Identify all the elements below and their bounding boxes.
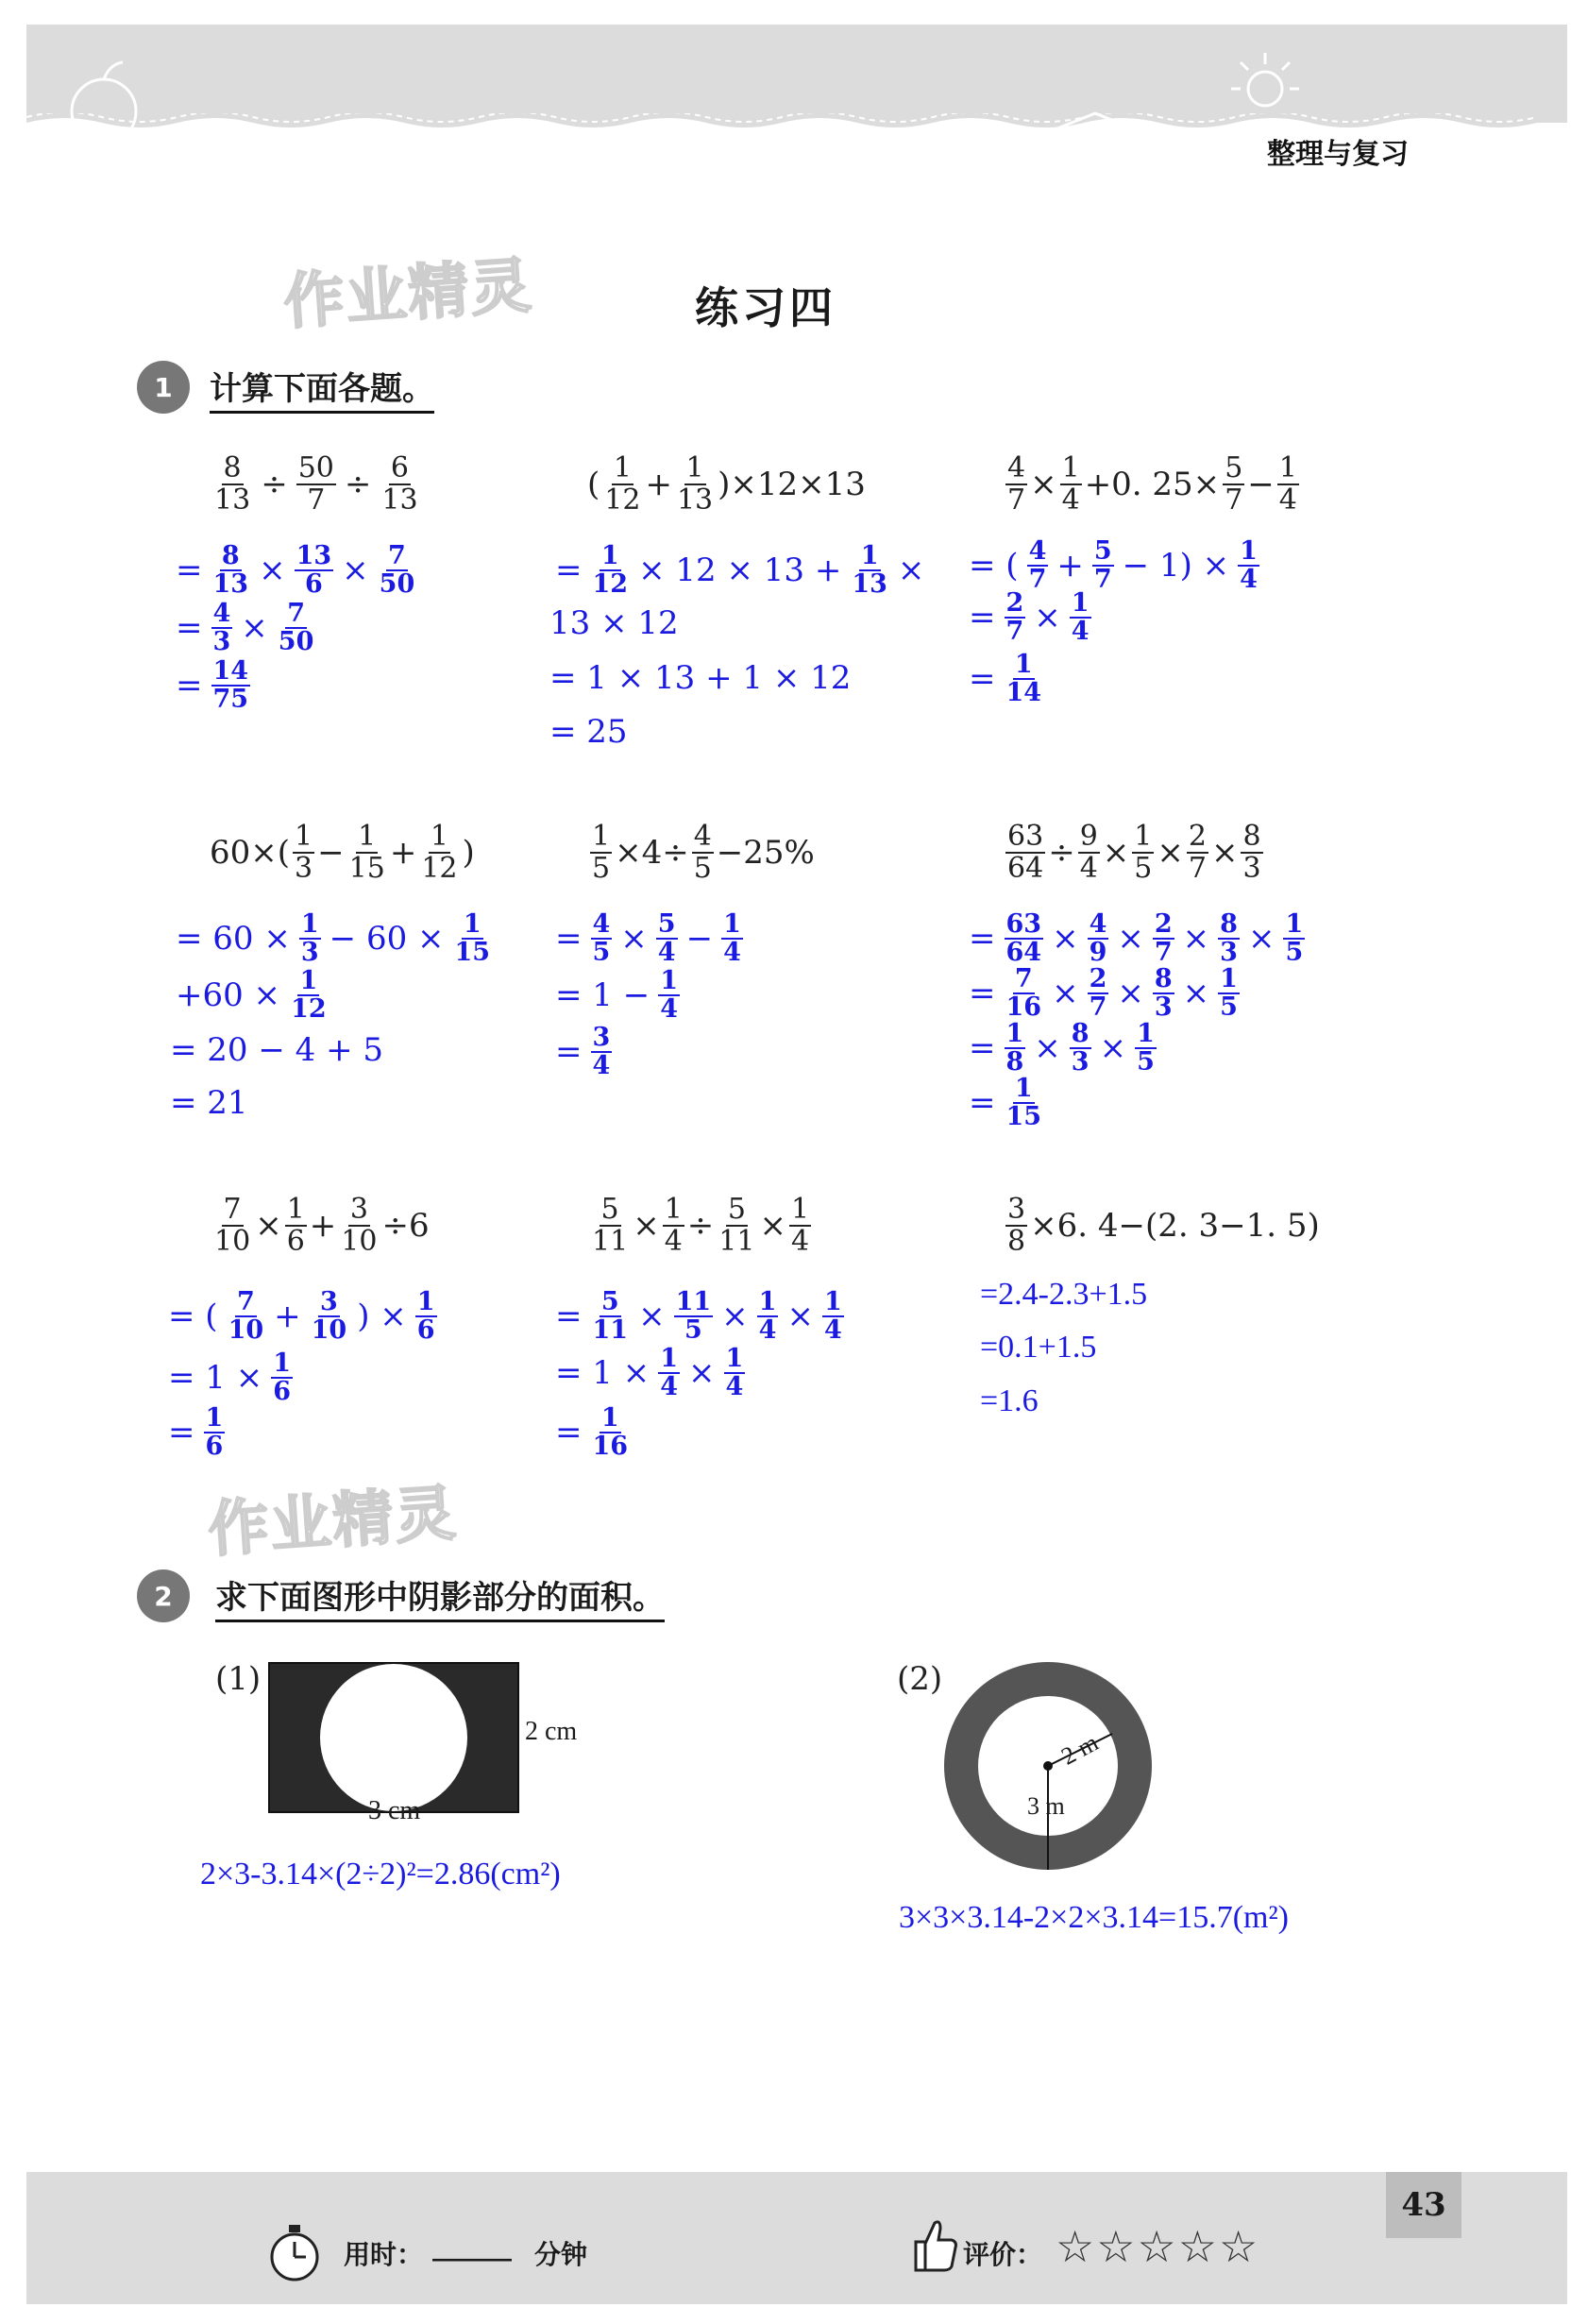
problem-9-step-1: =2.4-2.3+1.5 [980,1277,1148,1312]
problem-7-step-3: = $\frac{1}{6}$ [168,1403,224,1462]
problem-2-step-4: = 25 [549,713,628,751]
figure-2-ring [942,1660,1154,1872]
problem-4-step-1: = 60 × $\frac{1}{3}$ − 60 × $\frac{1}{15}$ [176,909,491,968]
watermark-middle: 作业精灵 [206,1478,460,1567]
watermark-top: 作业精灵 [281,250,535,339]
problem-7-step-2: = 1 × $\frac{1}{6}$ [168,1349,292,1407]
figure-1-rectangle-with-circle [268,1662,519,1813]
problem-2-step-3: = 1 × 13 + 1 × 12 [549,659,852,697]
problem-8-step-2: = 1 × $\frac{1}{4}$ × $\frac{1}{4}$ [555,1344,744,1402]
figure-2-inner-radius-label: 2 m [1056,1728,1103,1771]
section-tag: 整理与复习 [1267,138,1409,171]
problem-5-step-1: = $\frac{4}{5}$ × $\frac{5}{4}$ − $\frac{1}{4}$ [555,909,741,968]
time-unit: 分钟 [534,2239,588,2270]
problem-1: $\frac{8}{13}$ ÷ $\frac{50}{7}$ ÷ $\frac{6}{13}$ [214,451,418,517]
figure-1-width-label: 3 cm [368,1796,421,1825]
figure-2-answer: 3×3×3.14-2×2×3.14=15.7(m²) [899,1900,1289,1935]
problem-2-step-1: = $\frac{1}{12}$ × 12 × 13 + $\frac{1}{13}$ × [555,541,925,600]
problem-4-step-4: = 21 [170,1084,248,1122]
figure-1-label: (1) [215,1660,262,1698]
problem-7-step-1: = ( 7 10 + $\frac{3}{10}$ ) × $\frac{1}{6}$ [168,1287,435,1346]
figure-1-height-label: 2 cm [525,1717,578,1746]
problem-3-step-2: = $\frac{2}{7}$ × $\frac{1}{4}$ [969,588,1090,647]
time-blank: ______ [432,2231,512,2262]
problem-6-step-1: = $\frac{63}{64}$ × $\frac{4}{9}$ × $\frac{2}{7}$ × $\frac{8}{3}$ × $\frac{1}{5}$ [969,909,1304,968]
lightbulb-icon [1227,47,1303,123]
problem-1-step-3: = $\frac{14}{75}$ [176,656,249,715]
problem-4-step-3: = 20 − 4 + 5 [170,1031,384,1069]
problem-8-step-1: = $\frac{5}{11}$ × $\frac{11}{5}$ × $\frac{1}{4}$ × $\frac{1}{4}$ [555,1287,842,1346]
question-2-prompt: 求下面图形中阴影部分的面积。 [215,1571,665,1622]
problem-1-step-1: = $\frac{8}{13}$ × $\frac{13}{6}$ × $\frac{7}{50}$ [176,541,415,600]
problem-4: 60×( 1 3 − $\frac{1}{15}$ + $\frac{1}{12}$ ) [210,820,475,885]
rating-label: 评价： [963,2239,1043,2270]
time-label: 用时： [344,2239,424,2270]
page-title: 练习四 [695,282,836,333]
problem-4-step-2: +60 × $\frac{1}{12}$ [176,966,327,1025]
problem-9-step-3: =1.6 [980,1383,1039,1418]
question-2-number: 2 [137,1569,190,1622]
problem-3-step-3: = $\frac{1}{14}$ [969,650,1042,708]
problem-9-step-2: =0.1+1.5 [980,1330,1097,1365]
problem-8: $\frac{5}{11}$ × $\frac{1}{4}$ ÷ $\frac{5}{11}$ × $\frac{1}{4}$ [592,1193,810,1258]
problem-2-step-2: 13 × 12 [549,604,679,642]
problem-8-step-3: = $\frac{1}{16}$ [555,1403,629,1462]
problem-3-step-1: = ( 4 7 + $\frac{5}{7}$ − 1) × $\frac{1}{4}$ [969,536,1258,595]
problem-9: $\frac{3}{8}$ ×6. 4−(2. 3−1. 5) [1007,1193,1320,1258]
problem-5: $\frac{1}{5}$ ×4÷ $\frac{4}{5}$ −25% [592,820,815,885]
question-1-number: 1 [137,361,190,414]
problem-6-step-4: = $\frac{1}{15}$ [969,1074,1042,1132]
problem-1-step-2: = $\frac{4}{3}$ × $\frac{7}{50}$ [176,599,314,657]
stopwatch-icon [266,2219,323,2285]
problem-2: ( 1 12 + $\frac{1}{13}$ )×12×13 [587,451,866,517]
figure-2-label: (2) [897,1660,943,1698]
figure-2-outer-radius-label: 3 m [1027,1792,1065,1820]
graduation-cap-icon [1039,104,1152,161]
footer-band [26,2172,1567,2304]
rating-stars[interactable]: ☆☆☆☆☆ [1056,2221,1260,2272]
problem-5-step-2: = 1 − $\frac{1}{4}$ [555,966,679,1025]
thumbs-up-icon [904,2210,961,2276]
problem-7: $\frac{7}{10}$ × $\frac{1}{6}$ + $\frac{3}{10}$ ÷6 [214,1193,430,1258]
problem-6: $\frac{63}{64}$ ÷ $\frac{9}{4}$ × $\frac{1}{5}$ × $\frac{2}{7}$ × $\frac{8}{3}$ [1007,820,1261,885]
page-number: 43 [1386,2172,1461,2238]
problem-3: $\frac{4}{7}$ × $\frac{1}{4}$ +0. 25× $\frac{5}{7}$ − $\frac{1}{4}$ [1007,451,1297,517]
apple-icon [57,57,151,151]
question-1-prompt: 计算下面各题。 [210,363,434,414]
figure-1-answer: 2×3-3.14×(2÷2)²=2.86(cm²) [200,1857,561,1891]
problem-6-step-2: = $\frac{7}{16}$ × $\frac{2}{7}$ × $\frac{8}{3}$ × $\frac{1}{5}$ [969,964,1238,1023]
problem-6-step-3: = $\frac{1}{8}$ × $\frac{8}{3}$ × $\frac{1}{5}$ [969,1019,1155,1077]
problem-5-step-3: = $\frac{3}{4}$ [555,1023,611,1081]
